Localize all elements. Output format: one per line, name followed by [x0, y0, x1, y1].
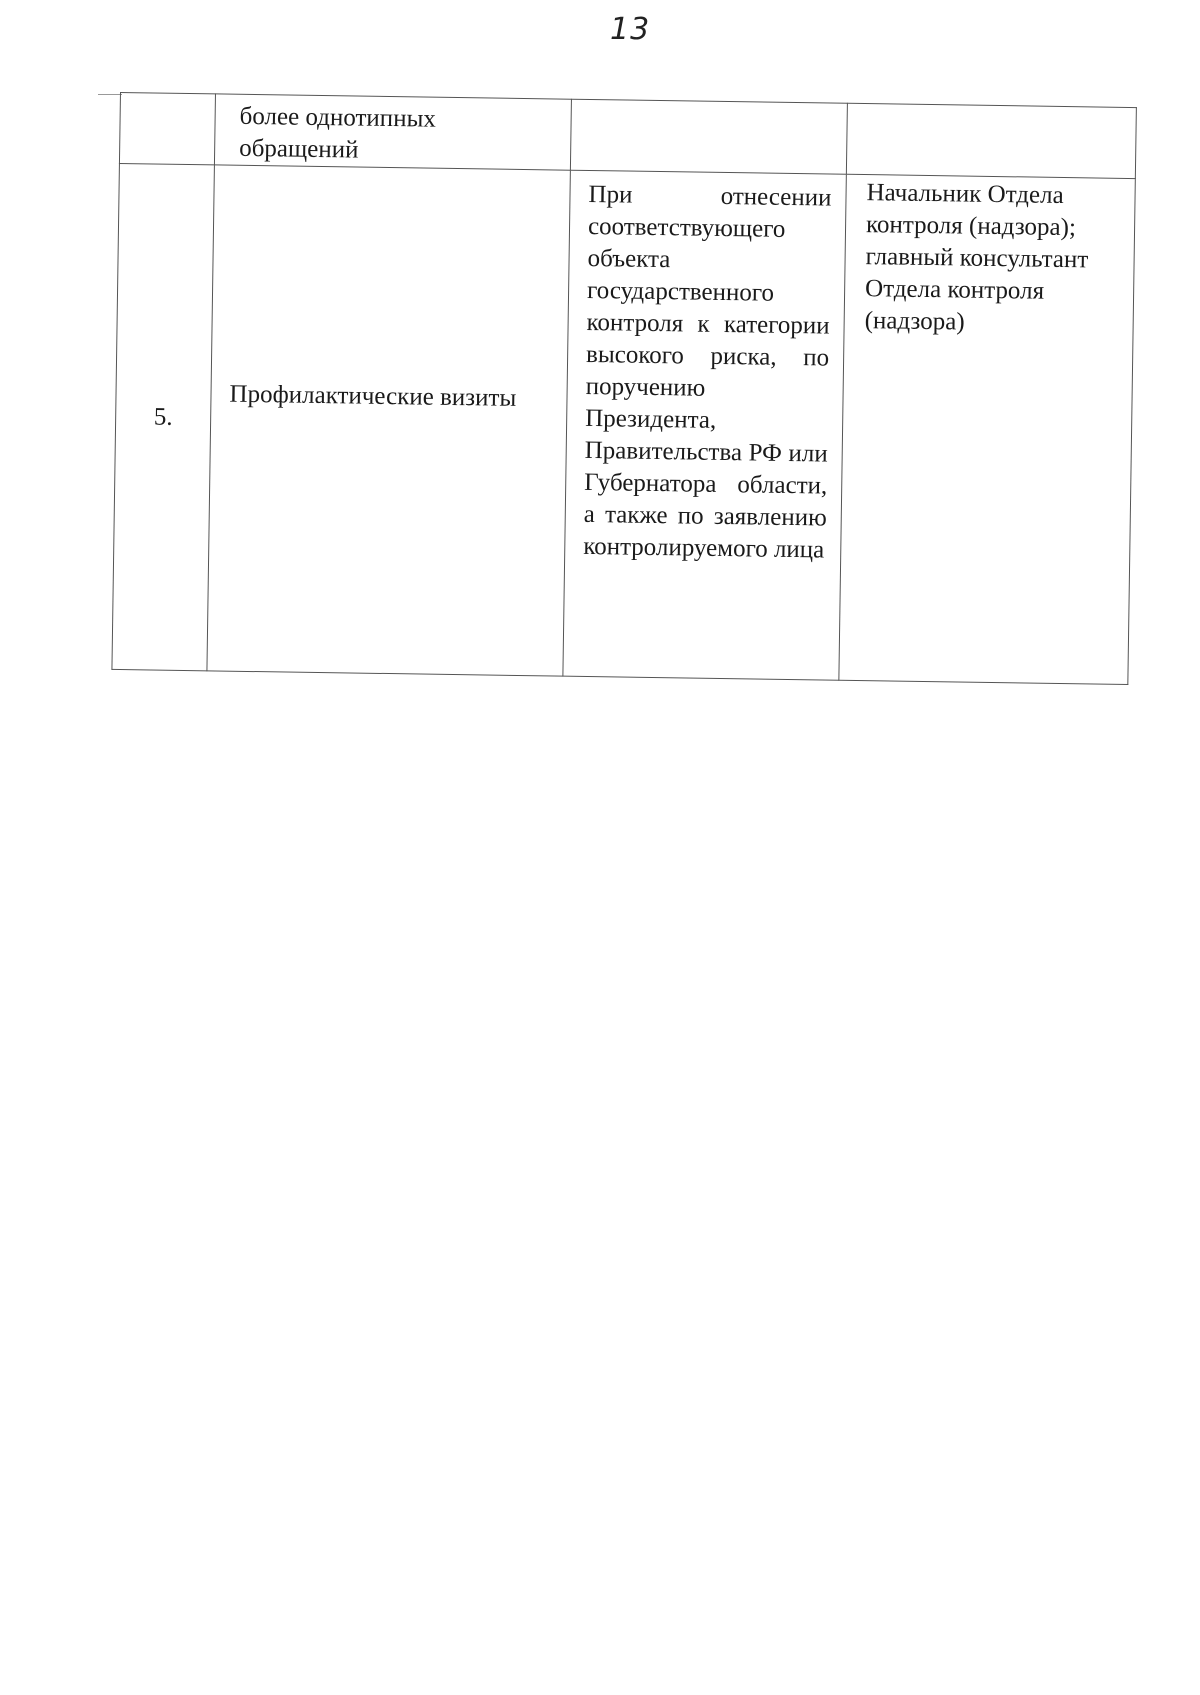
table-border-fragment [98, 94, 122, 95]
measure-name: Профилактические визиты [229, 380, 517, 412]
cell-responsible-5 [839, 174, 1135, 684]
cell-name-continued [214, 94, 571, 170]
cell-name-5 [207, 165, 570, 676]
measure-condition: При отнесении соответствующего объекта государственного контроля к категории высокого риска, по поручению Президента, Правительства РФ или Губернатора области, а также по заявлению контролируемого лица [583, 180, 832, 564]
measure-name-continued: более однотипных обращений [238, 102, 437, 164]
cell-number-continued [119, 93, 215, 165]
measures-table [111, 92, 1136, 685]
row-number: 5. [153, 403, 173, 431]
cell-responsible-continued [846, 103, 1136, 178]
page-number: 13 [610, 12, 651, 47]
cell-condition-5 [563, 170, 846, 680]
table-row-5 [112, 163, 1135, 684]
cell-condition-continued [570, 99, 847, 174]
cell-number-5 [112, 163, 214, 670]
responsible-persons: Начальник Отдела контроля (надзора); главный консультант Отдела контроля (надзора) [864, 179, 1089, 336]
